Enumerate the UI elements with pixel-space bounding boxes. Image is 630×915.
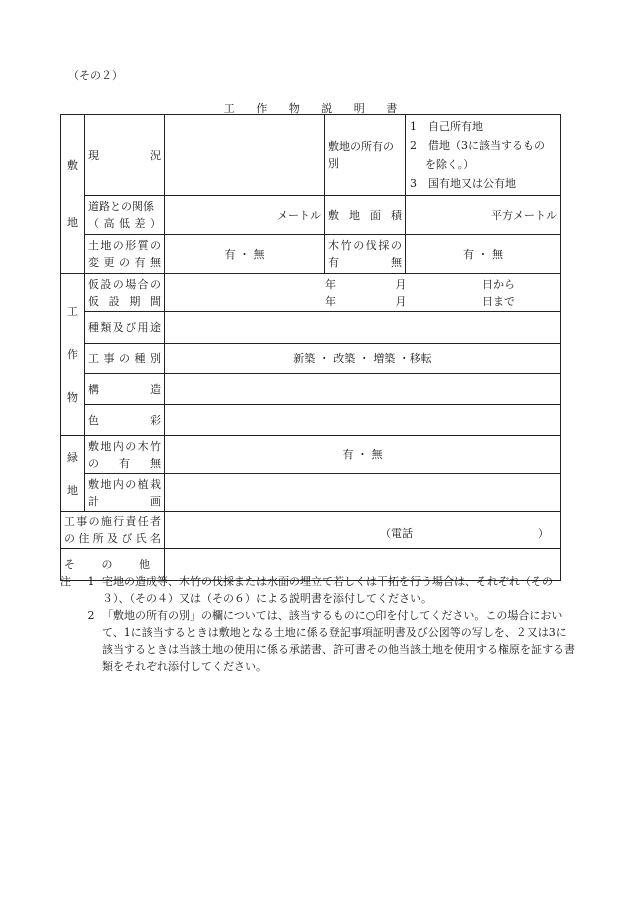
ownership-option-1: 1 自己所有地 [410, 120, 483, 133]
structure-group-label: 工 作 物 [61, 274, 85, 436]
planting-plan-label: 敷地内の植栽 計 画 [85, 474, 165, 512]
work-type-choice[interactable]: 新築 ・ 改築 ・ 増築 ・移転 [165, 344, 561, 374]
green-group-label: 緑 地 [61, 436, 85, 512]
type-and-use-label: 種類及び用途 [85, 312, 165, 344]
other-label: そ の 他 [61, 549, 165, 581]
tree-cutting-label: 木竹の伐採の 有 無 [325, 235, 406, 274]
landform-change-label: 土地の形質の 変更の有無 [85, 235, 165, 274]
notes-head: 注 [60, 575, 71, 588]
type-and-use-field[interactable] [165, 312, 561, 344]
document-title: 工 作 物 説 明 書 [223, 102, 407, 115]
description-form [60, 114, 561, 581]
construction-label: 構 造 [85, 374, 165, 405]
site-area-label: 敷 地 面 積 [325, 196, 406, 235]
color-label: 色 彩 [85, 405, 165, 436]
notes [60, 573, 575, 675]
road-relation-field[interactable]: メートル [165, 196, 325, 235]
site-trees-choice[interactable]: 有 ・ 無 [165, 436, 561, 474]
ownership-option-2: 2 借地（3に該当するもの [410, 139, 545, 152]
current-condition-field[interactable] [165, 115, 325, 196]
ownership-label: 敷地の所有の別 [325, 115, 406, 196]
responsible-person-label: 工事の施行責任者 の住所及び氏名 [61, 512, 165, 549]
current-condition-label: 現 況 [85, 115, 165, 196]
temporary-period-label: 仮設の場合の 仮 設 期 間 [85, 274, 165, 312]
site-area-field[interactable]: 平方メートル [406, 196, 561, 235]
construction-field[interactable] [165, 374, 561, 405]
ownership-option-3: 3 国有地又は公有地 [410, 177, 516, 190]
work-type-label: 工事の種別 [85, 344, 165, 374]
road-relation-label: 道路との関係 （高低差） [85, 196, 165, 235]
site-group-label: 敷 地 [61, 115, 85, 274]
site-trees-label: 敷地内の木竹 の 有 無 [85, 436, 165, 474]
tree-cutting-choice[interactable]: 有 ・ 無 [406, 235, 561, 274]
ownership-option-2-cont: を除く。） [425, 158, 475, 171]
page-label: （その２） [68, 69, 123, 82]
temporary-period-field[interactable]: 年 月 日から 年 月 日まで [165, 274, 561, 312]
landform-change-choice[interactable]: 有 ・ 無 [165, 235, 325, 274]
note-item: 注 1 宅地の造成等、木竹の伐採または水面の埋立て若しくは干拓を行う場合は、それぞれ（その３）、（その４）又は（その６）による説明書を添付してください。 [60, 575, 553, 605]
planting-plan-field[interactable] [165, 474, 561, 512]
ownership-options[interactable] [406, 115, 561, 196]
note-item: 2 「敷地の所有の別」の欄については、該当するものに○印を付してください。この場合において、1に該当するときは敷地となる土地に係る登記事項証明書及び公図等の写しを、２又は3に該当するときは当該土地の使用に係る承諾書、許可書その他当該土地を使用する権原を証する書類をそれぞれ添付してください。 [87, 609, 575, 673]
responsible-person-field[interactable]: （電話 ） [165, 512, 561, 549]
color-field[interactable] [165, 405, 561, 436]
